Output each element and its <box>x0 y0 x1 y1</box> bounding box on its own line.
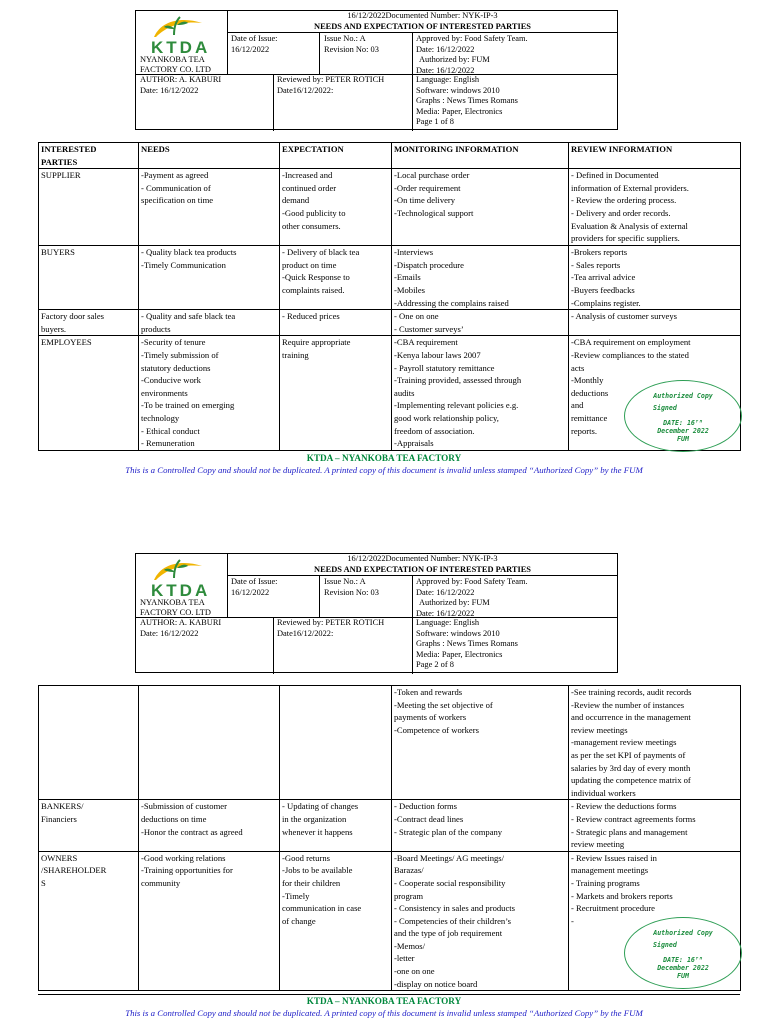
svg-text:KTDA: KTDA <box>151 38 211 55</box>
cell-line: - Updating of changes <box>282 801 359 812</box>
cell-monitoring <box>392 246 569 310</box>
cell-line: -display on notice board <box>394 978 478 989</box>
cell-line: -Timely submission of <box>141 349 219 360</box>
table-header-row <box>39 143 741 169</box>
authorized-by: Authorized by: FUM <box>419 598 490 607</box>
cell-line: -Dispatch procedure <box>394 259 464 270</box>
column-header-expectation: EXPECTATION <box>280 143 392 169</box>
cell-line: -CBA requirement on employment <box>571 337 691 348</box>
issue-number-cell <box>320 576 413 617</box>
cell-line: - One on one <box>394 311 439 322</box>
author-name: AUTHOR: A. KABURI <box>140 618 222 627</box>
cell-line: -letter <box>394 953 415 964</box>
author-date: Date: 16/12/2022 <box>140 85 199 95</box>
cell-monitoring <box>392 851 569 991</box>
cell-monitoring <box>392 686 569 800</box>
cell-line: - Strategic plans and management <box>571 826 688 837</box>
language: Language: English <box>416 618 480 627</box>
cell-line: Barazas/ <box>394 865 424 876</box>
cell-line: -Kenya labour laws 2007 <box>394 349 481 360</box>
column-header-monitoring: MONITORING INFORMATION <box>392 143 569 169</box>
stamp-signed: Signed <box>653 404 677 412</box>
cell-line: - Strategic plan of the company <box>394 826 503 837</box>
cell-expectation <box>280 800 392 851</box>
cell-line: -Interviews <box>394 247 434 258</box>
table-row <box>39 246 741 310</box>
cell-line: -Good working relations <box>141 852 226 863</box>
cell-line: -Mobiles <box>394 284 426 295</box>
cell-line: - Delivery of black tea <box>282 247 360 258</box>
svg-text:KTDA: KTDA <box>151 581 211 598</box>
software: Software: windows 2010 <box>416 85 500 95</box>
cell-line: -Addressing the complains raised <box>394 297 509 308</box>
cell-line: OWNERS <box>41 852 78 863</box>
cell-line: -Good publicity to <box>282 207 346 218</box>
table-row <box>39 310 741 336</box>
cell-party <box>39 336 139 450</box>
cell-expectation <box>280 686 392 800</box>
cell-line: - Communication of <box>141 182 211 193</box>
document-title-text: NEEDS AND EXPECTATION OF INTERESTED PARTIES <box>314 21 531 31</box>
cell-line: BANKERS/ <box>41 801 84 812</box>
page-number: Page 1 of 8 <box>416 117 454 126</box>
stamp-fum: FUM <box>677 972 689 980</box>
cell-line: - Review the ordering process. <box>571 195 677 206</box>
approved-by: Approved by: Food Safety Team. <box>416 577 528 586</box>
cell-line: Factory door sales <box>41 311 105 322</box>
cell-line: acts <box>571 362 585 373</box>
company-name-line1: NYANKOBA TEA <box>140 598 205 607</box>
cell-line: buyers. <box>41 323 67 334</box>
cell-line: - Quality and safe black tea <box>141 311 236 322</box>
issue-number: Issue No.: A <box>324 577 366 586</box>
media: Media: Paper, Electronics <box>416 649 503 659</box>
ktda-logo-icon <box>144 558 216 598</box>
cell-line: -Implementing relevant policies e.g. <box>394 400 519 411</box>
issue-date-label: Date of Issue: <box>231 577 278 586</box>
cell-review <box>569 800 741 851</box>
cell-line: and occurrence in the management <box>571 712 691 723</box>
cell-party <box>39 851 139 991</box>
cell-expectation <box>280 336 392 450</box>
cell-line: - Ethical conduct <box>141 425 200 436</box>
cell-line: updating the competence matrix of <box>571 775 691 786</box>
cell-line: review meetings <box>571 724 628 735</box>
cell-needs <box>139 310 280 336</box>
authorized-date: Date: 16/12/2022 <box>416 608 475 618</box>
cell-line: -Buyers feedbacks <box>571 284 635 295</box>
cell-line: -Brokers reports <box>571 247 628 258</box>
column-header-parties-line2: PARTIES <box>41 156 78 167</box>
reviewer-cell <box>274 74 413 131</box>
cell-line: -On time delivery <box>394 195 456 206</box>
document-number: 16/12/2022Documented Number: NYK-IP-3 <box>347 554 498 563</box>
issue-date-cell <box>228 33 320 74</box>
cell-line: -Monthly <box>571 375 604 386</box>
footer-title: KTDA – NYANKOBA TEA FACTORY <box>306 453 462 463</box>
cell-line: deductions on time <box>141 813 207 824</box>
table-row <box>39 169 741 246</box>
cell-line: - Customer surveys’ <box>394 323 464 334</box>
footer-note: This is a Controlled Copy and should not be duplicated. A printed copy of this document is invalid unless stamped “Authorized Copy” by the FUM <box>125 1008 643 1018</box>
cell-line: - Review contract agreements forms <box>571 813 696 824</box>
graphs-font: Graphs : News Times Romans <box>416 639 518 648</box>
cell-line: - Payroll statutory remittance <box>394 362 495 373</box>
page-number: Page 2 of 8 <box>416 660 454 669</box>
cell-line: remittance <box>571 412 608 423</box>
cell-needs <box>139 800 280 851</box>
cell-needs <box>139 851 280 991</box>
cell-line: -Memos/ <box>394 940 426 951</box>
reviewed-date: Date16/12/2022: <box>277 85 334 95</box>
cell-line: training <box>282 349 309 360</box>
stamp-date-line2: December 2022 <box>657 427 709 435</box>
authorized-copy-stamp <box>624 917 742 989</box>
cell-line: - Reduced prices <box>282 311 340 322</box>
stamp-text: Authorized Copy <box>653 929 713 937</box>
table-row <box>39 800 741 851</box>
issue-date-label: Date of Issue: <box>231 34 278 43</box>
cell-line: - Markets and brokers reports <box>571 890 673 901</box>
cell-line: payments of workers <box>394 712 467 723</box>
cell-line: deductions <box>571 387 609 398</box>
cell-line: -Increased and <box>282 170 333 181</box>
cell-line: -Competence of workers <box>394 724 479 735</box>
column-header-needs: NEEDS <box>139 143 280 169</box>
cell-line: and the type of job requirement <box>394 928 503 939</box>
cell-line: -Meeting the set objective of <box>394 699 493 710</box>
cell-line: - Quality black tea products <box>141 247 237 258</box>
authorized-date: Date: 16/12/2022 <box>416 65 475 75</box>
cell-review <box>569 686 741 800</box>
cell-line: statutory deductions <box>141 362 211 373</box>
reviewer-cell <box>274 617 413 674</box>
software: Software: windows 2010 <box>416 628 500 638</box>
company-name <box>140 598 211 618</box>
authorized-copy-stamp <box>624 380 742 452</box>
cell-line: program <box>394 890 424 901</box>
cell-line: -Board Meetings/ AG meetings/ <box>394 852 505 863</box>
cell-line: - <box>571 915 574 926</box>
document-title <box>228 554 617 576</box>
company-name-line2: FACTORY CO. LTD <box>140 65 211 74</box>
cell-monitoring <box>392 169 569 246</box>
cell-line: -Review compliances to the stated <box>571 349 689 360</box>
cell-line: -Payment as agreed <box>141 170 209 181</box>
cell-line: -Submission of customer <box>141 801 227 812</box>
cell-line: providers for specific suppliers. <box>571 233 680 244</box>
cell-party <box>39 310 139 336</box>
company-name-line2: FACTORY CO. LTD <box>140 608 211 617</box>
stamp-date <box>625 956 741 980</box>
cell-line: Require appropriate <box>282 337 351 348</box>
reviewed-by: Reviewed by: PETER ROTICH <box>277 75 385 84</box>
cell-party <box>39 686 139 800</box>
cell-line: specification on time <box>141 195 214 206</box>
document-title <box>228 11 617 33</box>
graphs-font: Graphs : News Times Romans <box>416 96 518 105</box>
cell-line: -Security of tenure <box>141 337 206 348</box>
approved-date: Date: 16/12/2022 <box>416 44 475 54</box>
document-header <box>135 10 618 130</box>
cell-line: continued order <box>282 182 337 193</box>
issue-number: Issue No.: A <box>324 34 366 43</box>
cell-line: -CBA requirement <box>394 337 458 348</box>
cell-line: -See training records, audit records <box>571 687 692 697</box>
cell-monitoring <box>392 800 569 851</box>
cell-review <box>569 169 741 246</box>
footer-title: KTDA – NYANKOBA TEA FACTORY <box>306 996 462 1006</box>
revision-number: Revision No: 03 <box>324 44 379 54</box>
cell-needs <box>139 686 280 800</box>
cell-review <box>569 246 741 310</box>
cell-line: /SHAREHOLDER <box>41 865 107 876</box>
issue-date-value: 16/12/2022 <box>231 587 270 597</box>
cell-party <box>39 800 139 851</box>
cell-line: - Defined in Documented <box>571 170 659 181</box>
cell-line: - Competencies of their children’s <box>394 915 511 926</box>
column-header-review: REVIEW INFORMATION <box>569 143 741 169</box>
cell-line: - Cooperate social responsibility <box>394 877 506 888</box>
revision-number: Revision No: 03 <box>324 587 379 597</box>
cell-line: -Quick Response to <box>282 272 350 283</box>
authorized-by: Authorized by: FUM <box>419 55 490 64</box>
author-name: AUTHOR: A. KABURI <box>140 75 222 84</box>
cell-expectation <box>280 310 392 336</box>
author-cell <box>136 617 274 674</box>
cell-line: -Honor the contract as agreed <box>141 826 243 837</box>
cell-line: -Jobs to be available <box>282 865 353 876</box>
author-cell <box>136 74 274 131</box>
cell-line: - Analysis of customer surveys <box>571 311 677 322</box>
logo-cell <box>136 11 228 74</box>
cell-line: -Training provided, assessed through <box>394 375 522 386</box>
cell-line: technology <box>141 412 180 423</box>
cell-line: audits <box>394 387 415 398</box>
cell-line: EMPLOYEES <box>41 337 92 348</box>
company-name <box>140 55 211 75</box>
cell-line: -Good returns <box>282 852 330 863</box>
cell-line: S <box>41 877 46 888</box>
cell-line: -Emails <box>394 272 421 283</box>
cell-line: for their children <box>282 877 341 888</box>
cell-line: -Conducive work <box>141 375 201 386</box>
cell-line: information of External providers. <box>571 182 689 193</box>
cell-line: other consumers. <box>282 220 341 231</box>
approved-by: Approved by: Food Safety Team. <box>416 34 528 43</box>
cell-line: individual workers <box>571 787 636 798</box>
approval-cell <box>413 33 617 74</box>
cell-line: -Technological support <box>394 207 474 218</box>
cell-line: whenever it happens <box>282 826 353 837</box>
stamp-date-line1: DATE: 16ᵀᴴ <box>663 419 703 427</box>
issue-date-value: 16/12/2022 <box>231 44 270 54</box>
cell-line: BUYERS <box>41 247 75 258</box>
cell-line: management meetings <box>571 865 649 876</box>
logo-cell <box>136 554 228 617</box>
document-metadata-cell <box>413 74 617 131</box>
cell-line: -Training opportunities for <box>141 865 233 876</box>
approved-date: Date: 16/12/2022 <box>416 587 475 597</box>
cell-line: demand <box>282 195 310 206</box>
reviewed-by: Reviewed by: PETER ROTICH <box>277 618 385 627</box>
language: Language: English <box>416 75 480 84</box>
author-date: Date: 16/12/2022 <box>140 628 199 638</box>
stamp-text: Authorized Copy <box>653 392 713 400</box>
media: Media: Paper, Electronics <box>416 106 503 116</box>
cell-line: -Timely <box>282 890 310 901</box>
cell-line: -Review the number of instances <box>571 699 685 710</box>
cell-line: - Review the deductions forms <box>571 801 677 812</box>
cell-line: - Training programs <box>571 877 640 888</box>
footer-divider <box>38 994 740 995</box>
cell-line: SUPPLIER <box>41 170 81 181</box>
cell-line: -Order requirement <box>394 182 461 193</box>
cell-line: community <box>141 877 181 888</box>
cell-line: in the organization <box>282 813 347 824</box>
approval-cell <box>413 576 617 617</box>
document-title-text: NEEDS AND EXPECTATION OF INTERESTED PARTIES <box>314 564 531 574</box>
reviewed-date: Date16/12/2022: <box>277 628 334 638</box>
stamp-signed: Signed <box>653 941 677 949</box>
cell-line: product on time <box>282 259 337 270</box>
cell-expectation <box>280 851 392 991</box>
cell-review <box>569 310 741 336</box>
cell-line: reports. <box>571 425 598 436</box>
cell-line: - Recruitment procedure <box>571 903 655 914</box>
cell-party <box>39 169 139 246</box>
cell-expectation <box>280 169 392 246</box>
ktda-logo-icon <box>144 15 216 55</box>
cell-line: Financiers <box>41 813 77 824</box>
issue-date-cell <box>228 576 320 617</box>
cell-line: as per the set KPI of payments of <box>571 749 686 760</box>
issue-number-cell <box>320 33 413 74</box>
stamp-date-line1: DATE: 16ᵀᴴ <box>663 956 703 964</box>
cell-line: -Tea arrival advice <box>571 272 636 283</box>
cell-line: -one on one <box>394 966 435 977</box>
cell-line: - Review Issues raised in <box>571 852 657 863</box>
cell-line: of change <box>282 915 316 926</box>
cell-needs <box>139 336 280 450</box>
cell-monitoring <box>392 310 569 336</box>
cell-line: salaries by 3rd day of every month <box>571 762 691 773</box>
cell-line: -Appraisals <box>394 438 434 449</box>
stamp-date <box>625 419 741 443</box>
cell-line: -Complains register. <box>571 297 641 308</box>
cell-needs <box>139 169 280 246</box>
cell-party <box>39 246 139 310</box>
column-header-parties-line1: INTERESTED <box>41 144 97 154</box>
cell-line: -Token and rewards <box>394 687 463 697</box>
cell-line: -To be trained on emerging <box>141 400 235 411</box>
stamp-fum: FUM <box>677 435 689 443</box>
cell-line: and <box>571 400 584 411</box>
cell-line: environments <box>141 387 188 398</box>
cell-line: -Contract dead lines <box>394 813 464 824</box>
cell-line: - Delivery and order records. <box>571 207 671 218</box>
stamp-date-line2: December 2022 <box>657 964 709 972</box>
cell-needs <box>139 246 280 310</box>
table-row <box>39 686 741 800</box>
document-header <box>135 553 618 673</box>
cell-line: good work relationship policy, <box>394 412 499 423</box>
footer-note: This is a Controlled Copy and should not be duplicated. A printed copy of this document is invalid unless stamped “Authorized Copy” by the FUM <box>125 465 643 475</box>
cell-line: -Timely Communication <box>141 259 226 270</box>
column-header-parties <box>39 143 139 169</box>
document-metadata-cell <box>413 617 617 674</box>
cell-line: communication in case <box>282 903 362 914</box>
cell-line: freedom of association. <box>394 425 475 436</box>
cell-line: review meeting <box>571 839 625 850</box>
cell-line: Evaluation & Analysis of external <box>571 220 688 231</box>
cell-line: -management review meetings <box>571 737 677 748</box>
cell-line: -Local purchase order <box>394 170 470 181</box>
cell-line: - Consistency in sales and products <box>394 903 516 914</box>
cell-line: - Remuneration <box>141 438 195 449</box>
cell-line: - Deduction forms <box>394 801 458 812</box>
cell-line: products <box>141 323 171 334</box>
cell-line: complaints raised. <box>282 284 345 295</box>
company-name-line1: NYANKOBA TEA <box>140 55 205 64</box>
cell-expectation <box>280 246 392 310</box>
cell-monitoring <box>392 336 569 450</box>
cell-line: - Sales reports <box>571 259 621 270</box>
document-number: 16/12/2022Documented Number: NYK-IP-3 <box>347 11 498 20</box>
